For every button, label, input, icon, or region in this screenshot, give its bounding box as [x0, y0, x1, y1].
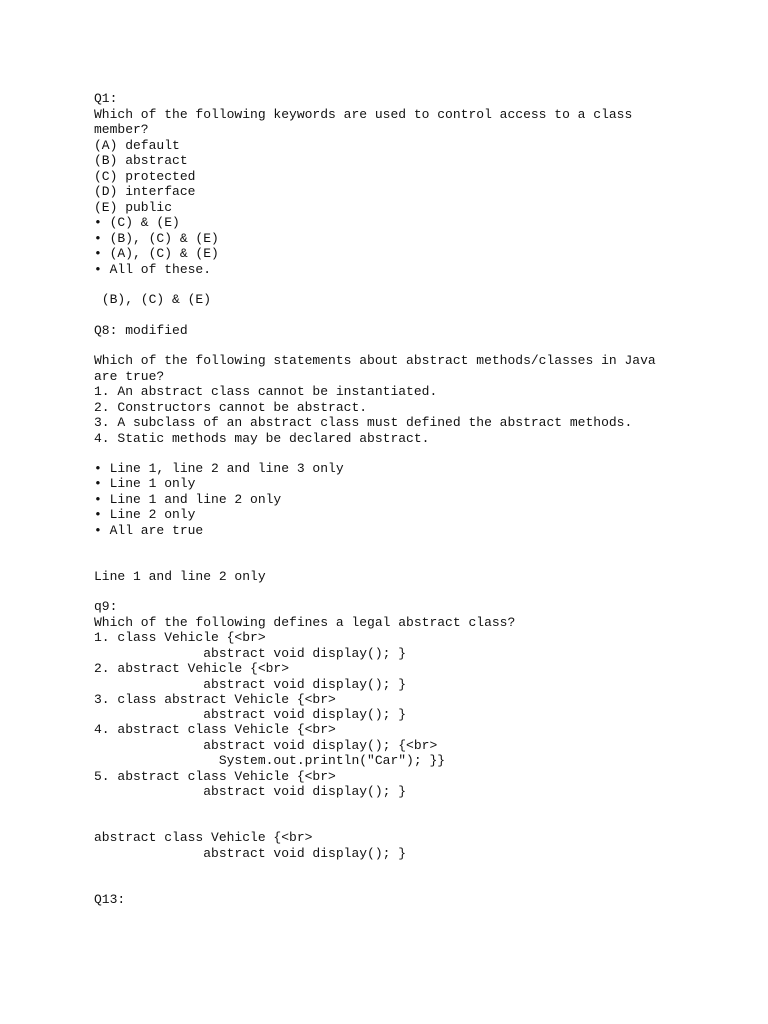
q9-answer-line: abstract class Vehicle {<br> — [94, 830, 313, 845]
q9-code-line: abstract void display(); {<br> — [94, 738, 438, 753]
q1-choice: • (B), (C) & (E) — [94, 231, 219, 246]
q8-choice: • Line 1 and line 2 only — [94, 492, 282, 507]
q1-choice: • (A), (C) & (E) — [94, 246, 219, 261]
q8-statement: 2. Constructors cannot be abstract. — [94, 400, 368, 415]
q1-option: (B) abstract — [94, 153, 188, 168]
q9-code-line: 2. abstract Vehicle {<br> — [94, 661, 290, 676]
q9-code-line: 3. class abstract Vehicle {<br> — [94, 692, 336, 707]
q9-question: Which of the following defines a legal abstract class? — [94, 615, 516, 630]
q8-choice: • All are true — [94, 523, 204, 538]
q9-code-line: 1. class Vehicle {<br> — [94, 630, 266, 645]
q8-question-line-1: Which of the following statements about abstract methods/classes in Java — [94, 353, 656, 368]
q9-answer-line: abstract void display(); } — [94, 846, 407, 861]
q1-choice: • All of these. — [94, 262, 212, 277]
q1-question-line-1: Which of the following keywords are used to control access to a class — [94, 107, 633, 122]
q8-answer: Line 1 and line 2 only — [94, 569, 266, 584]
q9-title: q9: — [94, 599, 118, 614]
q1-answer: (B), (C) & (E) — [94, 292, 212, 307]
q9-code-line: abstract void display(); } — [94, 646, 407, 661]
q1-option: (E) public — [94, 200, 173, 215]
q9-code-line: abstract void display(); } — [94, 677, 407, 692]
q8-statement: 1. An abstract class cannot be instantiated. — [94, 384, 438, 399]
q13-title: Q13: — [94, 892, 126, 907]
q1-choice: • (C) & (E) — [94, 215, 180, 230]
q8-choice: • Line 1, line 2 and line 3 only — [94, 461, 344, 476]
q9-code-line: 4. abstract class Vehicle {<br> — [94, 722, 336, 737]
q8-question-line-2: are true? — [94, 369, 165, 384]
q1-title: Q1: — [94, 91, 118, 106]
q1-question-line-2: member? — [94, 122, 149, 137]
q8-choice: • Line 1 only — [94, 476, 196, 491]
q8-title: Q8: modified — [94, 323, 188, 338]
q9-code-line: abstract void display(); } — [94, 784, 407, 799]
q1-option: (C) protected — [94, 169, 196, 184]
q1-option: (A) default — [94, 138, 180, 153]
q9-code-line: abstract void display(); } — [94, 707, 407, 722]
q9-code-line: System.out.println("Car"); }} — [94, 753, 446, 768]
q8-statement: 4. Static methods may be declared abstract. — [94, 431, 430, 446]
q8-statement: 3. A subclass of an abstract class must defined the abstract methods. — [94, 415, 633, 430]
q9-code-line: 5. abstract class Vehicle {<br> — [94, 769, 336, 784]
q8-choice: • Line 2 only — [94, 507, 196, 522]
q1-option: (D) interface — [94, 184, 196, 199]
